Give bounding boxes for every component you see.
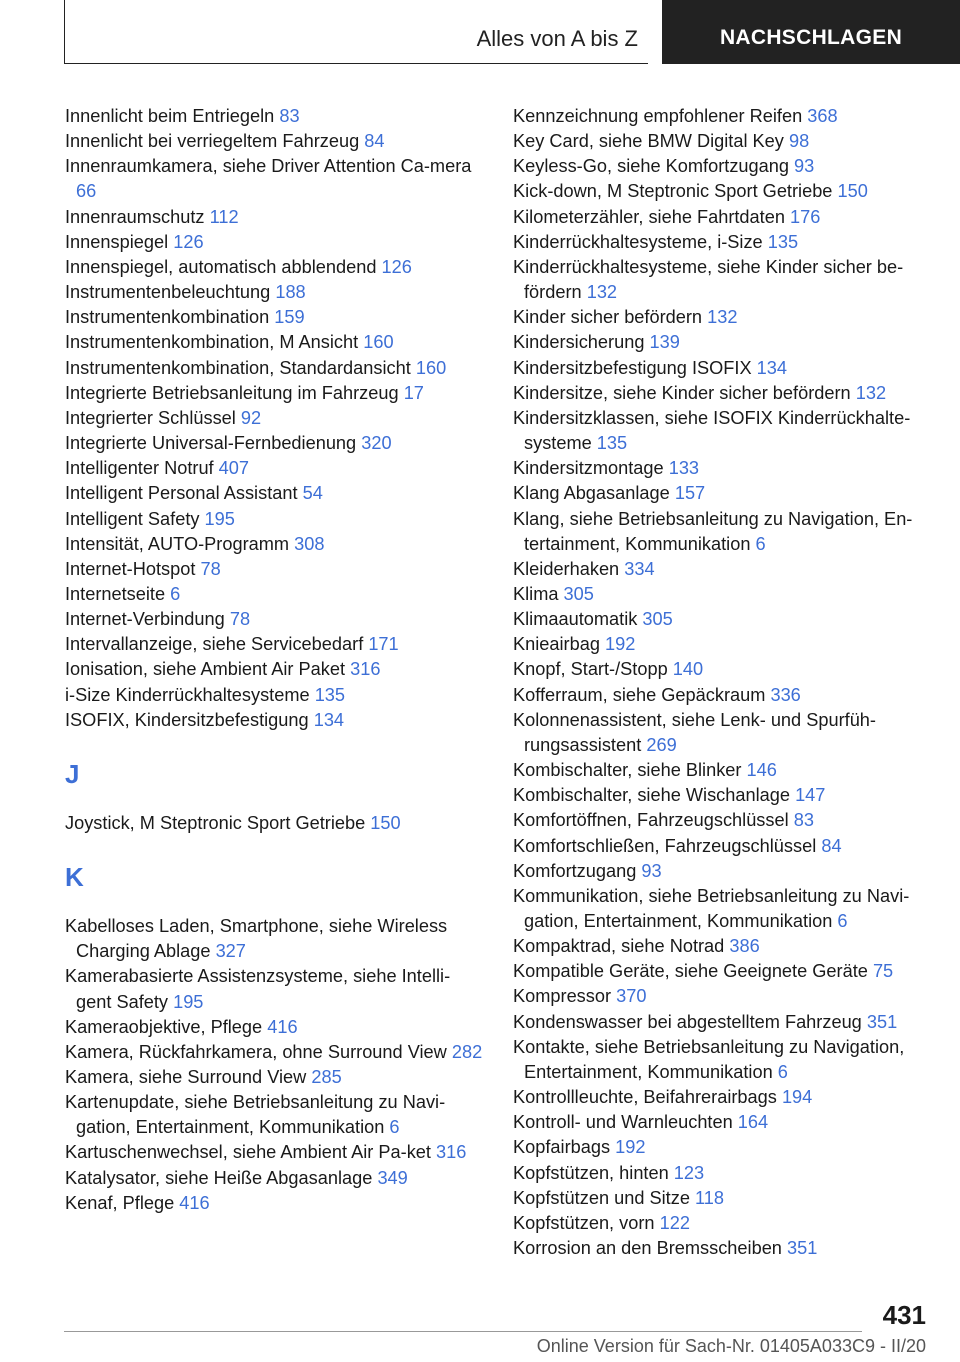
index-entry (513, 959, 933, 984)
index-entry-term: Korrosion an den Bremsscheiben (513, 1238, 782, 1259)
index-entry-term: Kombischalter, siehe Wischanlage (513, 785, 790, 806)
index-entry-term: Innenspiegel (65, 231, 169, 252)
index-entry (513, 758, 933, 783)
index-entry (513, 1110, 933, 1135)
index-entry-term: Key Card, siehe BMW Digital Key (513, 131, 784, 152)
index-entry-term: Intelligent Safety (65, 508, 200, 529)
page-reference-link[interactable]: 192 (615, 1137, 646, 1158)
index-entry-term: Instrumentenkombination (65, 307, 270, 328)
page-reference-link[interactable]: 118 (695, 1187, 724, 1208)
index-entry (513, 1186, 933, 1211)
index-entry (65, 914, 485, 964)
index-entry (513, 205, 933, 230)
page-reference-link[interactable]: 416 (267, 1016, 298, 1037)
page-reference-link[interactable]: 150 (837, 181, 868, 202)
index-entry (65, 104, 485, 129)
page-reference-link[interactable]: 351 (866, 1011, 898, 1032)
index-entry-term: Internet-Hotspot (65, 558, 196, 579)
index-entry-term: i-Size Kinderrückhaltesysteme (65, 684, 310, 705)
index-entry (65, 582, 485, 607)
index-entry (513, 104, 933, 129)
page-reference-link[interactable]: 159 (274, 307, 305, 328)
page-reference-link[interactable]: 93 (641, 860, 662, 881)
index-entry (65, 129, 485, 154)
page-reference-link[interactable]: 84 (364, 131, 385, 152)
footer-version-text: Online Version für Sach-Nr. 01405A033C9 - II/20 (536, 1336, 926, 1356)
page-reference-link[interactable]: 92 (240, 407, 262, 428)
index-entry (65, 305, 485, 330)
index-entry (513, 481, 933, 506)
index-entry-term: Innenraumschutz (65, 206, 205, 227)
index-entry (513, 255, 933, 305)
index-entry (513, 657, 933, 682)
page-reference-link[interactable]: 78 (200, 558, 221, 579)
index-entry (513, 330, 933, 355)
index-entry-term: Kinderrückhaltesysteme, siehe Kinder sicher be-fördern (513, 256, 904, 303)
page-reference-link[interactable]: 176 (790, 206, 821, 227)
index-entry-term: Kindersitzmontage (513, 458, 664, 479)
index-entry-term: Innenlicht bei verriegeltem Fahrzeug (65, 131, 360, 152)
index-entry (65, 280, 485, 305)
page-reference-link[interactable]: 98 (788, 131, 810, 152)
page-reference-link[interactable]: 320 (361, 433, 392, 454)
index-entry-term: Kennzeichnung empfohlener Reifen (513, 106, 803, 126)
page-reference-link[interactable]: 112 (209, 206, 239, 227)
index-entry (65, 1191, 485, 1216)
index-entry (513, 984, 933, 1009)
index-entry (513, 859, 933, 884)
index-entry-term: Kamera, siehe Surround View (65, 1067, 307, 1087)
page-reference-link[interactable]: 195 (204, 508, 235, 529)
index-entry-term: Innenlicht beim Entriegeln (65, 106, 275, 126)
index-entry-term: ISOFIX, Kindersitzbefestigung (65, 709, 309, 730)
index-entry-term: Kondenswasser bei abgestelltem Fahrzeug (513, 1011, 862, 1032)
index-entry-term: Integrierter Schlüssel (65, 407, 236, 428)
page-reference-link[interactable]: 386 (729, 936, 760, 957)
index-column-right (513, 104, 933, 1261)
page-reference-link[interactable]: 75 (872, 961, 894, 982)
page-reference-link[interactable]: 150 (370, 812, 401, 833)
index-entry (513, 406, 933, 456)
index-entry (513, 1236, 933, 1261)
index-entry-term: Instrumentenkombination, M Ansicht (65, 332, 359, 353)
index-entry (65, 507, 485, 532)
page-reference-link[interactable]: 17 (403, 382, 424, 403)
page-reference-link[interactable]: 195 (173, 991, 204, 1012)
index-entry (513, 808, 933, 833)
index-entry-term: Knopf, Start-/Stopp (513, 659, 668, 680)
page-reference-link[interactable]: 6 (777, 1061, 788, 1082)
page-reference-link[interactable]: 132 (855, 382, 887, 403)
index-entry (513, 683, 933, 708)
index-entry (513, 783, 933, 808)
page-reference-link[interactable]: 160 (363, 332, 394, 353)
index-entry-term: Kartuschenwechsel, siehe Ambient Air Pa-ket (65, 1142, 431, 1163)
index-entry (513, 607, 933, 632)
page-reference-link[interactable]: 305 (563, 583, 594, 604)
page-reference-link[interactable]: 416 (179, 1192, 210, 1213)
index-entry (65, 154, 485, 204)
page-reference-link[interactable]: 269 (646, 734, 677, 755)
index-entry (65, 1090, 485, 1140)
index-entry (65, 406, 485, 431)
page-reference-link[interactable]: 6 (170, 583, 181, 604)
page-reference-link[interactable]: 6 (837, 911, 848, 931)
index-entry (513, 179, 933, 204)
index-entry-term: Kenaf, Pflege (65, 1192, 175, 1213)
page-reference-link[interactable]: 6 (755, 533, 766, 554)
index-entry-term: Kamera, Rückfahrkamera, ohne Surround View (65, 1041, 447, 1062)
index-entry (513, 230, 933, 255)
page-reference-link[interactable]: 66 (76, 181, 97, 202)
index-entry (65, 632, 485, 657)
index-entry-term: Kompaktrad, siehe Notrad (513, 936, 725, 957)
page-reference-link[interactable]: 133 (668, 458, 700, 479)
index-entry (513, 381, 933, 406)
page-reference-link[interactable]: 135 (767, 231, 799, 252)
index-entry (65, 532, 485, 557)
index-letter-heading: K (65, 862, 84, 893)
index-entry (513, 1161, 933, 1186)
page-reference-link[interactable]: 164 (737, 1112, 769, 1133)
index-letter-heading: J (65, 758, 80, 789)
index-entry-term: Innenspiegel, automatisch abblendend (65, 256, 377, 277)
index-entry (65, 356, 485, 381)
index-entry (65, 1065, 485, 1090)
index-entry-term: Kameraobjektive, Pflege (65, 1016, 263, 1037)
page-reference-link[interactable]: 135 (314, 684, 346, 705)
index-entry (65, 381, 485, 406)
index-entry-term: Kompatible Geräte, siehe Geeignete Geräte (513, 961, 868, 982)
footer-rule (64, 1331, 862, 1332)
index-entry-term: Integrierte Universal-Fernbedienung (65, 433, 357, 454)
index-entry-term: Komfortzugang (513, 860, 637, 881)
index-entry (513, 456, 933, 481)
page-reference-link[interactable]: 407 (218, 458, 250, 479)
index-entry (65, 255, 485, 280)
index-entry (513, 834, 933, 859)
index-entry-term: Kopfstützen und Sitze (513, 1187, 690, 1208)
index-entry-term: Komfortschließen, Fahrzeugschlüssel (513, 835, 817, 856)
index-entry-term: Kompressor (513, 986, 612, 1007)
index-entry (513, 1010, 933, 1035)
page-reference-link[interactable]: 157 (674, 483, 706, 504)
index-entry-term: Innenraumkamera, siehe Driver Attention Ca-mera (65, 156, 472, 177)
index-entry-term: Instrumentenbeleuchtung (65, 282, 271, 303)
index-entry (513, 708, 933, 758)
page-reference-link[interactable]: 84 (821, 835, 842, 856)
index-entry-term: Klima (513, 583, 559, 604)
page-reference-link[interactable]: 126 (381, 256, 412, 277)
index-entry (65, 205, 485, 230)
index-entry-term: Kabelloses Laden, Smartphone, siehe Wireless Charging Ablage (65, 916, 448, 962)
index-entry-term: Kindersitzklassen, siehe ISOFIX Kinderrückhalte-systeme (513, 407, 911, 454)
index-entry (65, 811, 485, 836)
index-entry (513, 1135, 933, 1160)
page-reference-link[interactable]: 54 (302, 483, 323, 504)
index-entry-term: Kilometerzähler, siehe Fahrtdaten (513, 206, 785, 227)
index-column-left (65, 104, 485, 1216)
page-reference-link[interactable]: 334 (624, 558, 655, 579)
index-entry-term: Intervallanzeige, siehe Servicebedarf (65, 634, 364, 655)
index-entry-term: Klang, siehe Betriebsanleitung zu Navigation, En-tertainment, Kommunikation (513, 508, 913, 554)
index-entry-term: Kamerabasierte Assistenzsysteme, siehe Intelli-gent Safety (65, 966, 451, 1012)
page-reference-link[interactable]: 146 (746, 760, 777, 781)
page-reference-link[interactable]: 123 (673, 1162, 705, 1183)
index-entry (65, 230, 485, 255)
page-reference-link[interactable]: 192 (605, 634, 636, 655)
index-entry (65, 330, 485, 355)
index-entry (65, 1040, 485, 1065)
page-reference-link[interactable]: 349 (377, 1167, 408, 1188)
page-reference-link[interactable]: 83 (279, 106, 300, 126)
index-entry-term: Kick-down, M Steptronic Sport Getriebe (513, 181, 833, 202)
page-reference-link[interactable]: 140 (672, 659, 704, 680)
page-reference-link[interactable]: 134 (313, 709, 345, 730)
page-reference-link[interactable]: 122 (659, 1212, 690, 1233)
page-reference-link[interactable]: 6 (389, 1117, 400, 1138)
index-entry (513, 154, 933, 179)
page-reference-link[interactable]: 134 (756, 357, 787, 378)
index-entry-term: Intelligent Personal Assistant (65, 483, 298, 504)
index-entry (65, 1015, 485, 1040)
index-entry (65, 683, 485, 708)
index-entry-term: Kinder sicher befördern (513, 307, 703, 328)
index-entry (65, 481, 485, 506)
index-entry-term: Klang Abgasanlage (513, 483, 670, 504)
page-reference-link[interactable]: 83 (793, 810, 814, 831)
index-entry (65, 964, 485, 1014)
index-entry (513, 557, 933, 582)
index-entry-term: Kontakte, siehe Betriebsanleitung zu Navigation, Entertainment, Kommunikation (513, 1036, 905, 1082)
page-reference-link[interactable]: 78 (229, 609, 251, 630)
page-reference-link[interactable]: 316 (350, 659, 381, 680)
index-entry-term: Kopfstützen, hinten (513, 1162, 669, 1183)
index-entry-term: Intensität, AUTO-Programm (65, 533, 290, 554)
index-entry-term: Kindersitzbefestigung ISOFIX (513, 357, 752, 378)
index-entry (65, 1140, 485, 1165)
section-title: Alles von A bis Z (476, 26, 638, 51)
page-reference-link[interactable]: 188 (275, 282, 306, 303)
index-entry-term: Kontroll- und Warnleuchten (513, 1112, 733, 1133)
index-entry-term: Klimaautomatik (513, 609, 638, 630)
page-number: 431 (882, 1300, 926, 1330)
index-entry (513, 129, 933, 154)
chapter-tab: NACHSCHLAGEN (662, 0, 960, 64)
index-entry (513, 582, 933, 607)
page-reference-link[interactable]: 285 (311, 1067, 342, 1087)
index-entry-term: Knieairbag (513, 634, 600, 655)
index-entry-term: Ionisation, siehe Ambient Air Paket (65, 659, 346, 680)
index-entry-term: Kofferraum, siehe Gepäckraum (513, 684, 766, 705)
index-entry (65, 557, 485, 582)
page-reference-link[interactable]: 327 (215, 941, 246, 962)
index-entry-term: Kontrollleuchte, Beifahrerairbags (513, 1087, 777, 1108)
index-entry-term: Kopfstützen, vorn (513, 1212, 655, 1233)
index-entry (65, 657, 485, 682)
index-entry (513, 1035, 933, 1085)
index-entry (65, 431, 485, 456)
page-reference-link[interactable]: 194 (781, 1087, 813, 1108)
index-entry-term: Kindersitze, siehe Kinder sicher befördern (513, 382, 851, 403)
index-entry (513, 1211, 933, 1236)
index-entry (513, 632, 933, 657)
index-entry (513, 1085, 933, 1110)
index-entry-term: Keyless-Go, siehe Komfortzugang (513, 156, 789, 177)
page-reference-link[interactable]: 126 (173, 231, 204, 252)
index-entry-term: Intelligenter Notruf (65, 458, 214, 479)
page-reference-link[interactable]: 147 (795, 785, 826, 806)
page-reference-link[interactable]: 305 (642, 609, 673, 630)
header-underline (64, 63, 648, 64)
index-entry-term: Kartenupdate, siehe Betriebsanleitung zu Navi-gation, Entertainment, Kommunikation (65, 1092, 446, 1138)
index-entry-term: Instrumentenkombination, Standardansicht (65, 357, 411, 378)
page-reference-link[interactable]: 132 (586, 282, 618, 303)
page-reference-link[interactable]: 282 (451, 1041, 483, 1062)
index-entry (513, 507, 933, 557)
page-reference-link[interactable]: 368 (807, 106, 838, 126)
index-entry-term: Internet-Verbindung (65, 609, 225, 630)
page-reference-link[interactable]: 135 (596, 433, 628, 454)
index-entry-term: Internetseite (65, 583, 166, 604)
page-reference-link[interactable]: 93 (794, 156, 815, 177)
header-rule (64, 0, 65, 64)
index-entry-term: Kolonnenassistent, siehe Lenk- und Spurfüh-rungsassistent (513, 709, 876, 755)
index-entry-term: Joystick, M Steptronic Sport Getriebe (65, 812, 366, 833)
index-entry-term: Kombischalter, siehe Blinker (513, 760, 742, 781)
page-reference-link[interactable]: 132 (707, 307, 738, 328)
index-entry-term: Katalysator, siehe Heiße Abgasanlage (65, 1167, 373, 1188)
index-entry (65, 1166, 485, 1191)
index-entry-term: Integrierte Betriebsanleitung im Fahrzeug (65, 382, 399, 403)
page-reference-link[interactable]: 139 (649, 332, 680, 353)
index-entry (513, 884, 933, 934)
index-entry (513, 305, 933, 330)
index-entry (65, 607, 485, 632)
page-header (0, 0, 960, 64)
index-entry-term: Kleiderhaken (513, 558, 620, 579)
index-entry-term: Kommunikation, siehe Betriebsanleitung zu Navi-gation, Entertainment, Kommunikation (513, 885, 910, 931)
index-entry-term: Kopfairbags (513, 1137, 611, 1158)
page-reference-link[interactable]: 316 (436, 1142, 467, 1163)
index-entry (65, 456, 485, 481)
index-entry (513, 934, 933, 959)
page-reference-link[interactable]: 171 (368, 634, 399, 655)
index-entry (65, 708, 485, 733)
page-reference-link[interactable]: 370 (616, 986, 647, 1007)
page-reference-link[interactable]: 336 (770, 684, 801, 705)
index-entry-term: Kindersicherung (513, 332, 645, 353)
index-entry (513, 356, 933, 381)
page-reference-link[interactable]: 351 (787, 1238, 818, 1259)
page-reference-link[interactable]: 160 (415, 357, 447, 378)
page-reference-link[interactable]: 308 (294, 533, 325, 554)
index-entry-term: Kinderrückhaltesysteme, i-Size (513, 231, 763, 252)
index-entry-term: Komfortöffnen, Fahrzeugschlüssel (513, 810, 789, 831)
